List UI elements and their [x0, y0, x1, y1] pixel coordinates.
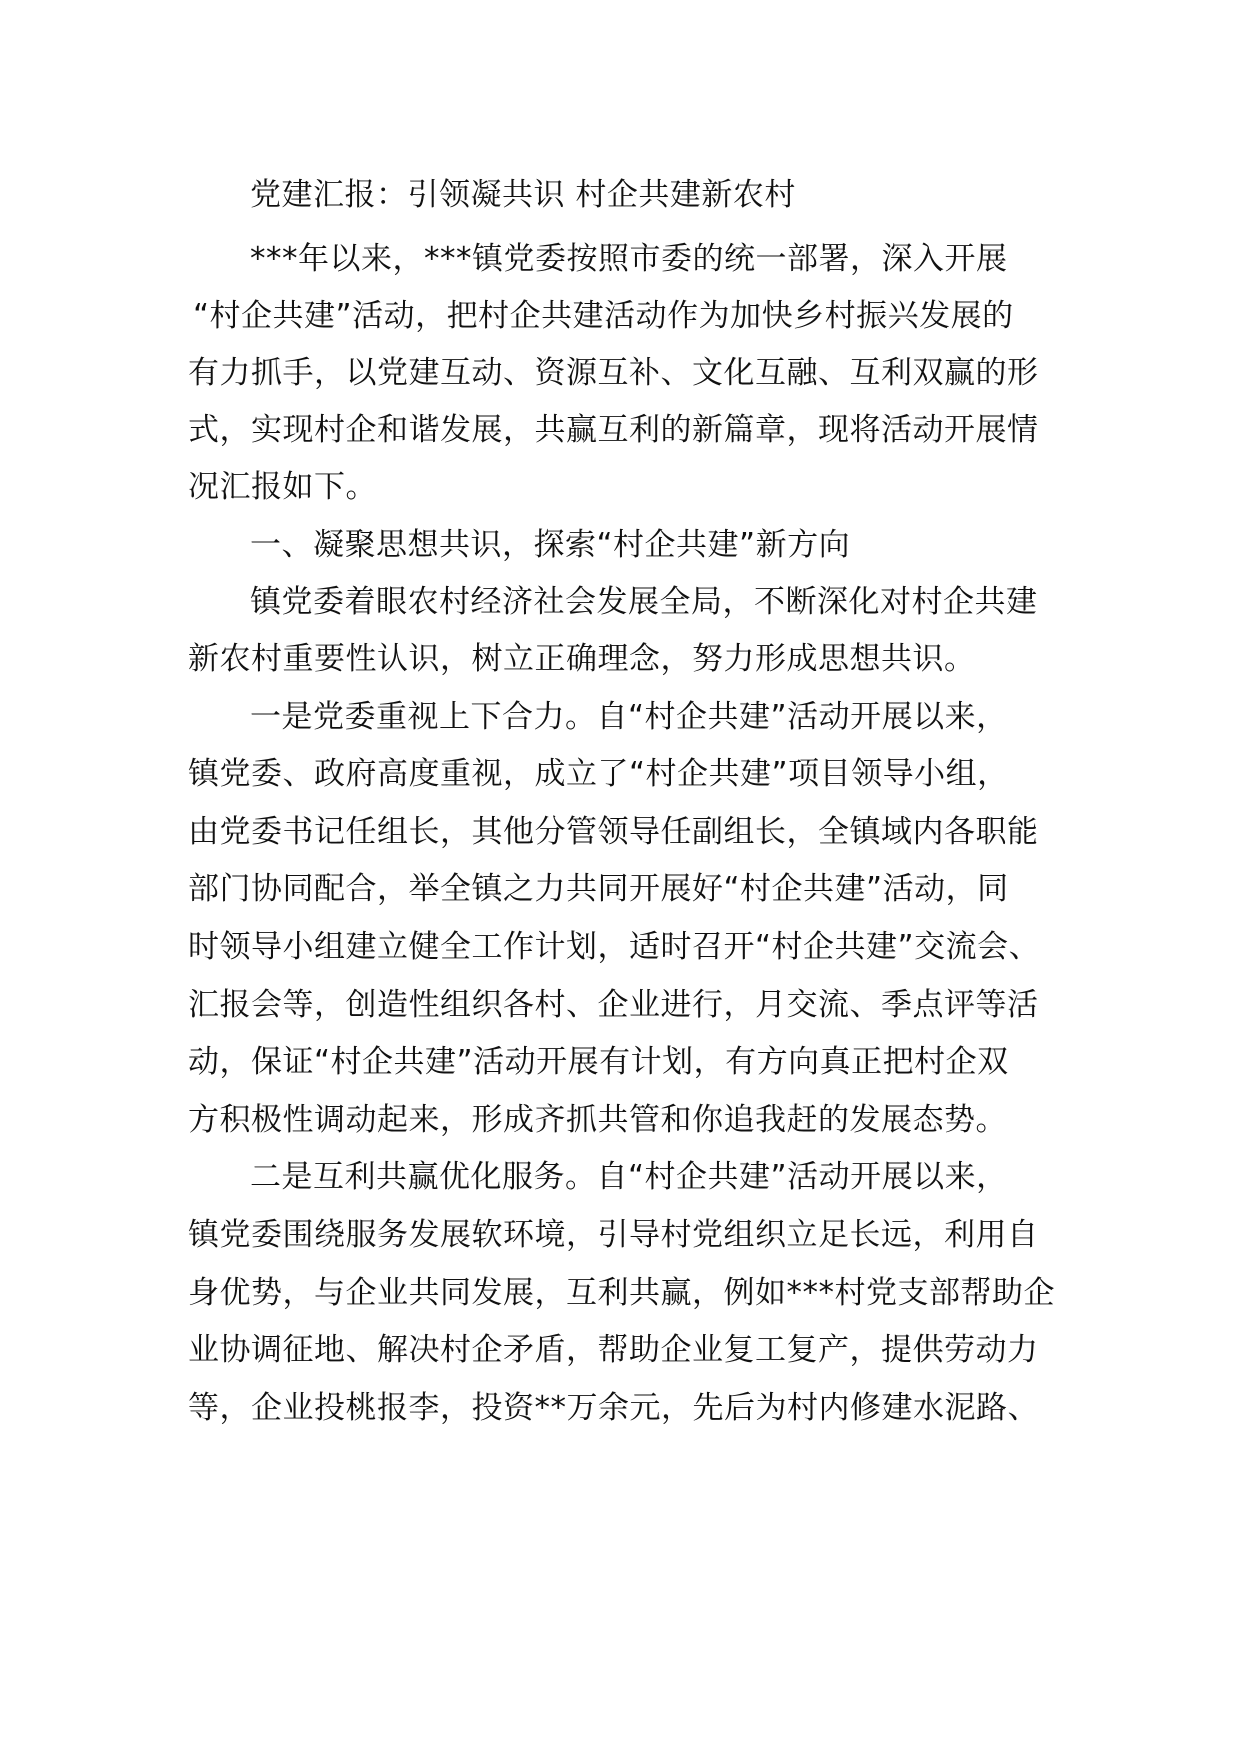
paragraph-line: 动，保证“村企共建”活动开展有计划，有方向真正把村企双 [188, 1044, 1009, 1080]
paragraph-line: 时领导小组建立健全工作计划，适时召开“村企共建”交流会、 [188, 929, 1041, 965]
paragraph-line: 二是互利共赢优化服务。自“村企共建”活动开展以来， [250, 1159, 1008, 1195]
paragraph-line: “村企共建”活动，把村企共建活动作为加快乡村振兴发展的 [193, 298, 1014, 334]
paragraph-line: 业协调征地、解决村企矛盾，帮助企业复工复产，提供劳动力 [188, 1332, 1039, 1368]
paragraph-line: 况汇报如下。 [188, 469, 377, 505]
paragraph-line: 部门协同配合，举全镇之力共同开展好“村企共建”活动，同 [188, 871, 1009, 907]
paragraph-line: 等，企业投桃报李，投资**万余元，先后为村内修建水泥路、 [188, 1390, 1039, 1426]
paragraph-line: 镇党委着眼农村经济社会发展全局，不断深化对村企共建 [250, 584, 1038, 620]
paragraph-line: 身优势，与企业共同发展，互利共赢，例如***村党支部帮助企 [188, 1275, 1055, 1311]
section-heading: 一、凝聚思想共识，探索“村企共建”新方向 [250, 527, 851, 563]
paragraph-line: ***年以来，***镇党委按照市委的统一部署，深入开展 [250, 241, 1008, 277]
paragraph-line: 一是党委重视上下合力。自“村企共建”活动开展以来， [250, 699, 1008, 735]
document-title: 党建汇报：引领凝共识 村企共建新农村 [250, 177, 796, 213]
paragraph-line: 方积极性调动起来，形成齐抓共管和你追我赶的发展态势。 [188, 1102, 1007, 1138]
paragraph-line: 有力抓手，以党建互动、资源互补、文化互融、互利双赢的形 [188, 355, 1039, 391]
paragraph-line: 汇报会等，创造性组织各村、企业进行，月交流、季点评等活 [188, 987, 1039, 1023]
paragraph-line: 式，实现村企和谐发展，共赢互利的新篇章，现将活动开展情 [188, 412, 1039, 448]
paragraph-line: 新农村重要性认识，树立正确理念，努力形成思想共识。 [188, 641, 976, 677]
paragraph-line: 镇党委围绕服务发展软环境，引导村党组织立足长远，利用自 [188, 1217, 1039, 1253]
paragraph-line: 由党委书记任组长，其他分管领导任副组长，全镇域内各职能 [188, 814, 1039, 850]
paragraph-line: 镇党委、政府高度重视，成立了“村企共建”项目领导小组， [188, 756, 1009, 792]
